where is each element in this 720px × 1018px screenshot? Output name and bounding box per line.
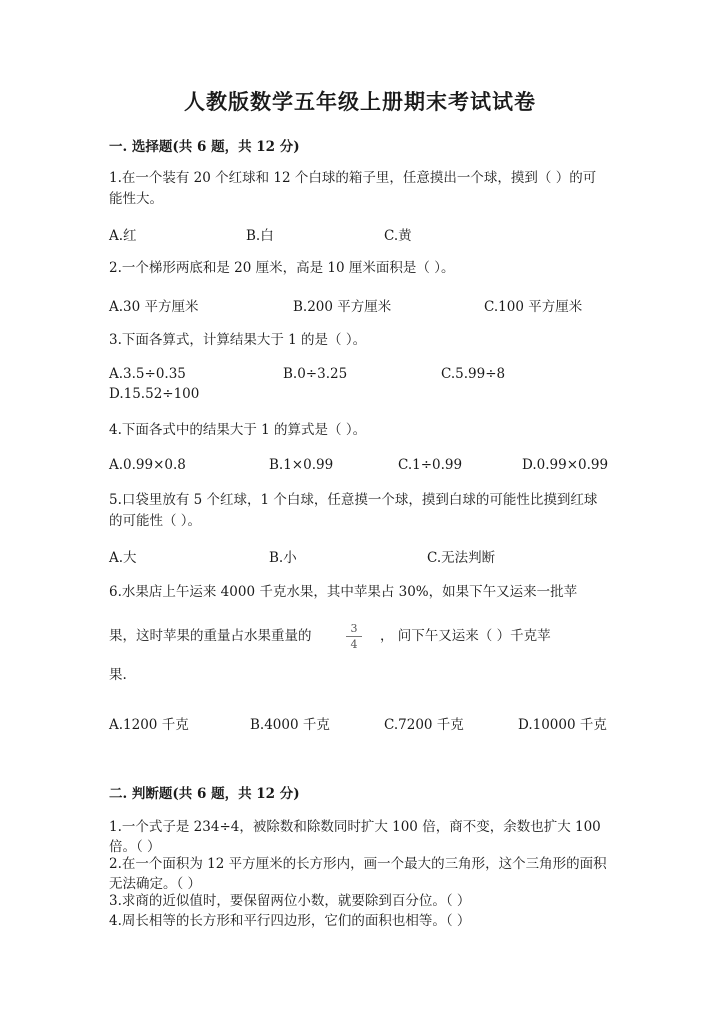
section-heading-choice: 一. 选择题(共 6 题，共 12 分) (109, 139, 300, 155)
question-6-line-3: 果. (109, 667, 127, 683)
option-c: C.黄 (384, 228, 412, 244)
question-5-options (109, 546, 629, 568)
option-a: A.红 (109, 228, 137, 244)
question-1-options (109, 224, 629, 246)
option-b: B.小 (269, 550, 297, 566)
fraction-numerator: 3 (350, 622, 358, 635)
question-2: 2.一个梯形两底和是 20 厘米，高是 10 厘米面积是（ ）。 (109, 260, 455, 276)
page-title: 人教版数学五年级上册期末考试试卷 (184, 89, 536, 114)
option-c: C.1÷0.99 (398, 457, 463, 473)
option-b: B.0÷3.25 (283, 366, 348, 382)
question-6-line-1: 6.水果店上午运来 4000 千克水果，其中苹果占 30%，如果下午又运来一批苹 (109, 584, 578, 600)
option-a: A.大 (109, 550, 137, 566)
question-3: 3.下面各算式，计算结果大于 1 的是（ ）。 (109, 332, 367, 348)
judgement-4: 4.周长相等的长方形和平行四边形，它们的面积也相等。（ ） (109, 913, 471, 929)
option-a: A.1200 千克 (109, 717, 189, 733)
option-b: B.1×0.99 (269, 457, 334, 473)
option-d-label: D.15.52÷100 (109, 386, 200, 402)
fraction-three-quarters (346, 622, 362, 651)
option-c: C.无法判断 (427, 550, 496, 566)
question-1: 1.在一个装有 20 个红球和 12 个白球的箱子里，任意摸出一个球，摸到（ ）的可能性大。 (109, 170, 597, 207)
question-3-options (109, 366, 629, 408)
option-c: C.5.99÷8 (441, 366, 506, 382)
question-6-line-2a: 果，这时苹果的重量占水果重量的 (109, 628, 312, 644)
judgement-1: 1.一个式子是 234÷4，被除数和除数同时扩大 100 倍，商不变，余数也扩大 100 倍。（ ） (109, 819, 601, 855)
option-a: A.30 平方厘米 (109, 299, 199, 315)
fraction-denominator: 4 (350, 638, 358, 651)
question-5: 5.口袋里放有 5 个红球，1 个白球，任意摸一个球，摸到白球的可能性比摸到红球的可能性（ ）。 (109, 492, 598, 529)
question-2-options (109, 295, 629, 317)
judgement-3: 3.求商的近似值时，要保留两位小数，就要除到百分位。（ ） (109, 893, 471, 909)
question-6-options (109, 713, 629, 735)
option-b: B.200 平方厘米 (293, 299, 392, 315)
question-4-options (109, 457, 629, 479)
option-c: C.100 平方厘米 (484, 299, 583, 315)
option-b: B.白 (246, 228, 274, 244)
option-b: B.4000 千克 (250, 717, 330, 733)
option-d: D.0.99×0.99 (522, 457, 609, 473)
judgement-2: 2.在一个面积为 12 平方厘米的长方形内，画一个最大的三角形，这个三角形的面积无法确定。（ ） (109, 856, 607, 892)
question-4: 4.下面各式中的结果大于 1 的算式是（ ）。 (109, 422, 367, 438)
option-d: D.10000 千克 (518, 717, 607, 733)
fraction-bar (346, 636, 362, 637)
option-a: A.3.5÷0.35 (109, 366, 186, 382)
section-heading-judgement: 二. 判断题(共 6 题，共 12 分) (109, 786, 300, 802)
option-a: A.0.99×0.8 (109, 457, 186, 473)
question-6-line-2b: ， 问下午又运来（ ）千克苹 (380, 628, 551, 644)
option-c: C.7200 千克 (384, 717, 464, 733)
